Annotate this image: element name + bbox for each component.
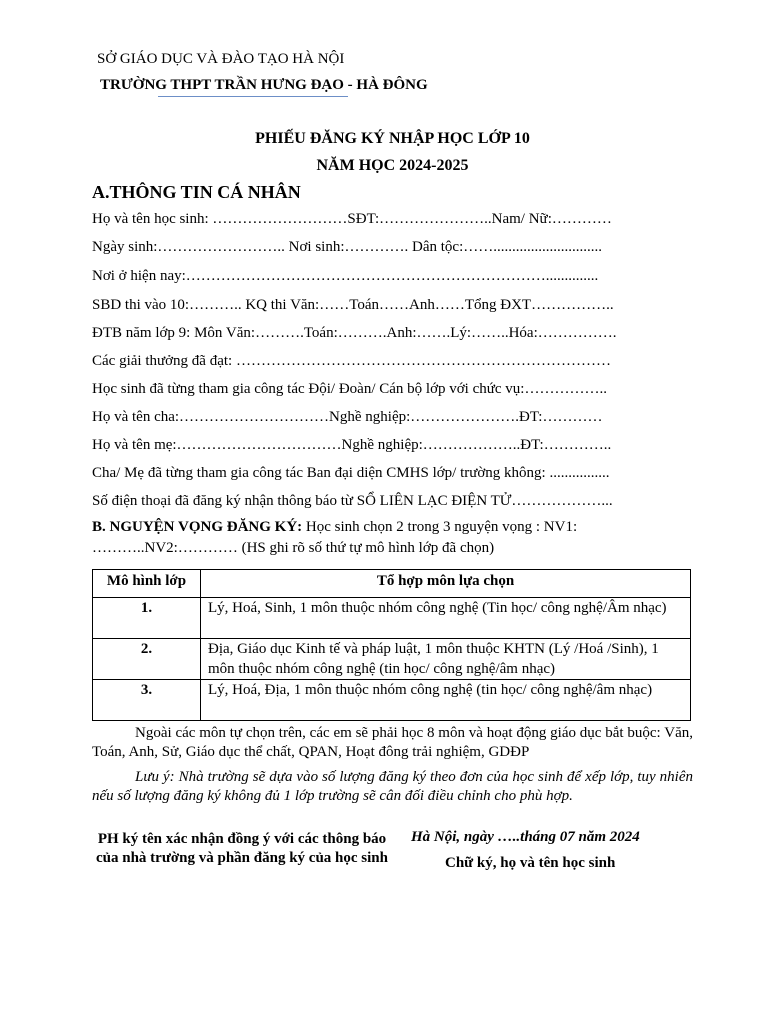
field-mother[interactable]: Họ và tên mẹ:……………………………Nghề nghiệp:………………..ĐT:…………..	[92, 437, 612, 453]
model-subjects: Địa, Giáo dục Kinh tế và pháp luật, 1 môn thuộc KHTN (Lý /Hoá /Sinh), 1 môn thuộc nhóm công nghệ (tin học/ công nghệ/âm nhạc)	[201, 639, 691, 680]
col-header-model: Mô hình lớp	[93, 570, 201, 598]
field-exam-results[interactable]: SBD thi vào 10:……….. KQ thi Văn:……Toán……Anh……Tổng ĐXT……………..	[92, 297, 614, 313]
student-signature-label: Chữ ký, họ và tên học sinh	[445, 855, 616, 871]
class-model-table	[92, 569, 691, 721]
signature-date: Hà Nội, ngày …..tháng 07 năm 2024	[411, 829, 640, 845]
section-a-heading: A.THÔNG TIN CÁ NHÂN	[92, 182, 301, 202]
section-b-instruction: Học sinh chọn 2 trong 3 nguyện vọng : NV1:	[302, 519, 578, 535]
model-subjects: Lý, Hoá, Địa, 1 môn thuộc nhóm công nghệ (tin học/ công nghệ/âm nhạc)	[201, 680, 691, 721]
field-father[interactable]: Họ và tên cha:…………………………Nghề nghiệp:………………….ĐT:…………	[92, 409, 603, 425]
model-number: 3.	[93, 680, 201, 721]
department-name: SỞ GIÁO DỤC VÀ ĐÀO TẠO HÀ NỘI	[97, 51, 345, 67]
col-header-subjects: Tổ hợp môn lựa chọn	[201, 570, 691, 598]
school-underline	[158, 96, 348, 97]
field-student-name[interactable]: Họ và tên học sinh: ………………………SĐT:…………………..Nam/ Nữ:…………	[92, 211, 612, 227]
form-title: PHIẾU ĐĂNG KÝ NHẬP HỌC LỚP 10	[255, 130, 530, 147]
field-contact-phone[interactable]: Số điện thoại đã đăng ký nhận thông báo từ SỔ LIÊN LẠC ĐIỆN TỬ………………...	[92, 493, 613, 509]
model-number: 2.	[93, 639, 201, 680]
section-b-line1	[92, 519, 577, 536]
school-year: NĂM HỌC 2024-2025	[316, 157, 469, 174]
table-row	[93, 598, 691, 639]
table-header-row	[93, 570, 691, 598]
parent-signature-label: PH ký tên xác nhận đồng ý với các thông báo của nhà trường và phần đăng ký của học sinh	[96, 831, 388, 866]
field-grade9-average[interactable]: ĐTB năm lớp 9: Môn Văn:……….Toán:……….Anh:…….Lý:……..Hóa:…………….	[92, 325, 617, 341]
remark-note: Lưu ý: Nhà trường sẽ dựa vào số lượng đăng ký theo đơn của học sinh để xếp lớp, tuy nhiên nếu số lượng đăng ký không đủ 1 lớp trường sẽ cân đối điều chỉnh cho phù hợp.	[92, 769, 693, 804]
field-awards[interactable]: Các giải thưởng đã đạt: …………………………………………………………………	[92, 353, 611, 369]
field-student-roles[interactable]: Học sinh đã từng tham gia công tác Đội/ Đoàn/ Cán bộ lớp với chức vụ:……………..	[92, 381, 607, 397]
section-b-heading: B. NGUYỆN VỌNG ĐĂNG KÝ:	[92, 519, 303, 535]
table-row	[93, 639, 691, 680]
required-subjects-note: Ngoài các môn tự chọn trên, các em sẽ phải học 8 môn và hoạt động giáo dục bắt buộc: Văn, Toán, Anh, Sử, Giáo dục thể chất, QPAN, Hoạt đông trải nghiệm, GDĐP	[92, 725, 693, 760]
school-name: TRƯỜNG THPT TRẦN HƯNG ĐẠO - HÀ ĐÔNG	[100, 77, 428, 93]
table-row	[93, 680, 691, 721]
field-birth-info[interactable]: Ngày sinh:…………………….. Nơi sinh:…………. Dân tộc:…….............................	[92, 239, 602, 255]
section-b-line2[interactable]: ………..NV2:………… (HS ghi rõ số thứ tự mô hình lớp đã chọn)	[92, 540, 495, 556]
model-subjects: Lý, Hoá, Sinh, 1 môn thuộc nhóm công nghệ (Tin học/ công nghệ/Âm nhạc)	[201, 598, 691, 639]
field-parent-committee[interactable]: Cha/ Mẹ đã từng tham gia công tác Ban đại diện CMHS lớp/ trường không: ................	[92, 465, 610, 481]
field-address[interactable]: Nơi ở hiện nay:………………………………………………………………..............	[92, 268, 599, 284]
model-number: 1.	[93, 598, 201, 639]
